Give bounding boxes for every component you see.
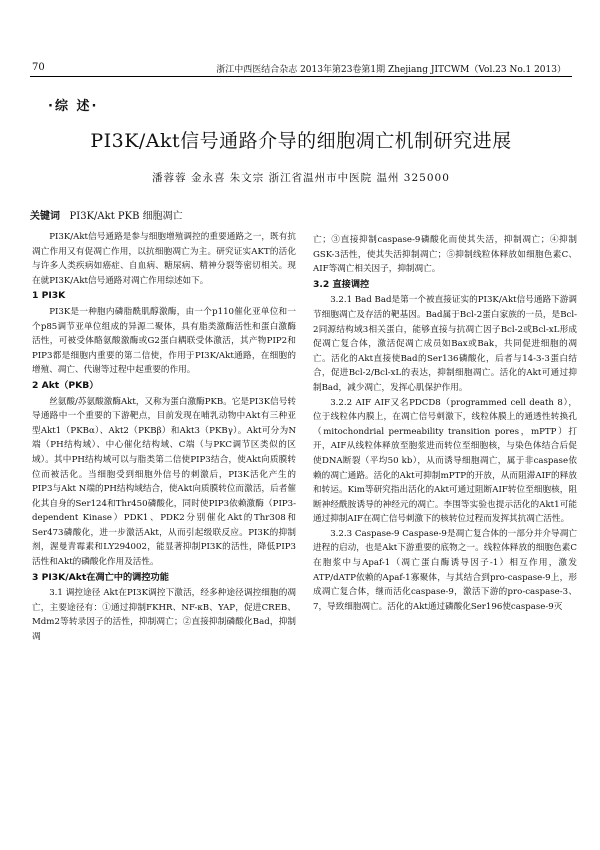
- journal-header: 浙江中西医结合杂志 2013年第23卷第1期 Zhejiang JITCWM（Vol.23 No.1 2013）: [216, 65, 566, 75]
- keywords-text: PI3K/Akt PKB 细胞凋亡: [69, 211, 183, 222]
- paragraph: PI3K/Akt信号通路是参与细胞增殖调控的重要通路之一，既有抗凋亡作用又有促凋亡作用，以抗细胞凋亡为主。研究证实AKT的活化与许多人类疾病如癌症、自血病、糖尿病、精神分裂等密切相关。现在就PI3K/Akt信号通路对凋亡作用综述如下。: [32, 232, 296, 286]
- section-heading: 3 PI3K/Akt在凋亡中的调控功能: [32, 571, 169, 583]
- keywords: [30, 207, 183, 222]
- paragraph: PI3K是一种胞内磷脂酰肌醇激酶，由一个p110催化亚单位和一个p85调节亚单位组成的异源二聚体，具有脂类激酶活性和蛋白激酶活性，可被受体酪氨酸激酶或G2蛋白耦联受体激活，其产物PIP2和PIP3都是细胞内重要的第二信使，作用于PI3K/Akt通路，在细胞的增殖、凋亡、代谢等过程中起重要的作用。: [32, 306, 296, 376]
- section-label: ·综 述·: [48, 99, 99, 114]
- paragraph: 亡；③直接抑制caspase-9磷酸化而使其失活，抑制凋亡；④抑制GSK-3活性，使其失活抑制凋亡；⑤抑制线粒体释放如细胞色素C、AIF等凋亡相关因子，抑制凋亡。: [313, 235, 577, 275]
- paragraph: 3.1 调控途径 Akt在PI3K调控下激活，经多种途径调控细胞的凋亡，主要途径有：①通过抑制FKHR、NF-κB、YAP，促进CREB、Mdm2等转录因子的活性，抑制凋亡；②直接抑制磷酸化Bad，抑制凋: [32, 588, 296, 643]
- section-heading: 2 Akt（PKB）: [32, 379, 99, 391]
- left-column: [32, 230, 296, 645]
- section-heading: 1 PI3K: [32, 290, 66, 302]
- section-heading: 3.2 直接调控: [313, 278, 370, 290]
- article-title: PI3K/Akt信号通路介导的细胞凋亡机制研究进展: [90, 130, 512, 152]
- page-number: 70: [32, 62, 45, 73]
- paragraph: 3.2.1 Bad Bad是第一个被直接证实的PI3K/Akt信号通路下游调节细胞凋亡及存活的靶基因。Bad属于Bcl-2蛋白家族的一员，是Bcl-2同源结构域3相关蛋白，能够直接与抗凋亡因子Bcl-2或Bcl-xL形成促凋亡复合体，激活促凋亡成员如Bax或Bak，共同促进细胞的凋亡。活化的Akt直接使Bad的Ser136磷酸化，后者与14-3-3蛋白结合，促进Bcl-2/Bcl-xL的表达，抑制细胞凋亡。活化的Akt可通过抑制Bad，减少凋亡，发挥心肌保护作用。: [313, 295, 577, 393]
- header-rule: [30, 76, 572, 77]
- paragraph: 丝氨酸/苏氨酸激酶Akt，又称为蛋白激酶PKB。它是PI3K信号转导通路中一个重要的下游靶点，目前发现在哺乳动物中Akt有三种亚型Akt1（PKBα）、Akt2（PKBβ）和Akt3（PKBγ）。Akt可分为N端（PH结构域）、中心催化结构域、C端（与PKC调节区类似的区域）。其中PH结构域可以与脂类第二信使PIP3结合，使Akt向质膜转位而被活化。当细胞受到细胞外信号的刺激后，PI3K活化产生的PIP3与Akt N端的PH结构域结合，使Akt向质膜转位而激活，后者催化其自身的Ser124和Thr450磷酸化，同时使PIP3依赖激酶（PIP3-dependent Kinase）PDK1、PDK2分别催化Akt的Thr308和Ser473磷酸化，进一步激活Akt，从而引起级联反应。PI3K的抑制剂，渥曼青霉素和LY294002，能显著抑制PI3K的活性，降低PIP3活性和Akt的磷酸化作用及活性。: [32, 396, 296, 568]
- paragraph: 3.2.3 Caspase-9 Caspase-9是凋亡复合体的一部分并介导凋亡进程的启动，也是Akt下游重要的底物之一。线粒体释放的细胞色素C在胞浆中与Apaf-1（凋亡蛋白酶诱导因子-1）相互作用，激发ATP/dATP依赖的Apaf-1寡聚体，与其结合到pro-caspase-9上，形成凋亡复合体，继而活化caspase-9，激活下游的pro-caspase-3、7，导致细胞凋亡。活化的Akt通过磷酸化Ser196使caspase-9灭: [313, 528, 577, 612]
- keywords-label: 关键词: [30, 211, 60, 222]
- right-column: [313, 233, 577, 614]
- paragraph: 3.2.2 AIF AIF又名PDCD8（programmed cell death 8），位于线粒体内膜上，在凋亡信号刺激下，线粒体膜上的通透性转换孔（mitochondrial permeability transition pores，mPTP）打开，AIF从线粒体释放至胞浆进而转位至细胞核，与染色体结合后促使DNA断裂（平均50 kb），从而诱导细胞凋亡，属于非caspase依赖的凋亡通路。活化的Akt可抑制mPTP的开放，从而阻滞AIF的释放和转运。Kim等研究指出活化的Akt可通过阻断AIF转位至细胞核，阻断神经酰胺诱导的神经元的凋亡。李围等实验也提示活化的Akt1可能通过抑制AIF在凋亡信号刺激下的核转位过程而发挥其抗凋亡活性。: [313, 397, 577, 525]
- author-line: 潘蓉蓉 金永喜 朱文宗 浙江省温州市中医院 温州 325000: [152, 172, 450, 184]
